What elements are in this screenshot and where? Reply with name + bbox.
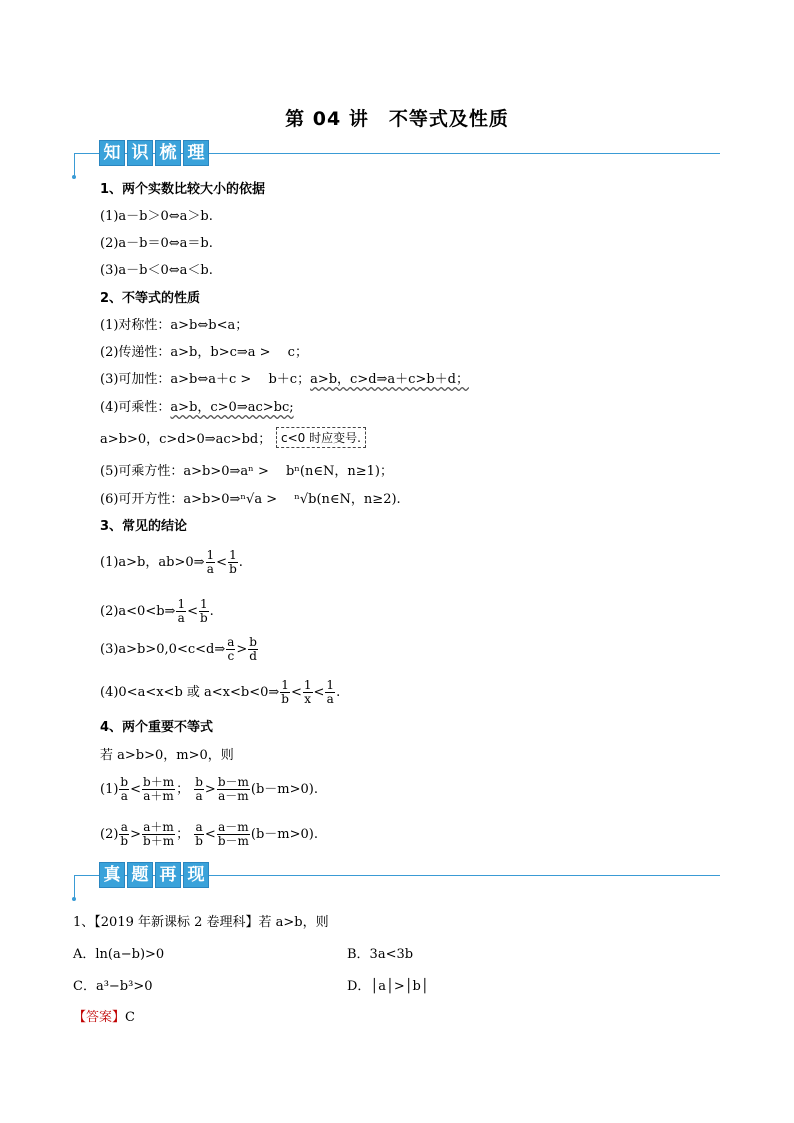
- section-banner-exam: 真 题 再 现: [99, 862, 209, 887]
- section-rule-dot: [72, 175, 76, 179]
- answer-value: C: [125, 1010, 135, 1025]
- inequality-line: (2) $\frac{a}{b}$ > $\frac{a+m}{b+m}$ ； $\frac{a}{b}$ < $\frac{a-m}{b-m}$ (b－m>0).: [100, 820, 318, 848]
- answer-label: 【答案】: [73, 1010, 126, 1025]
- note-box: c<0 时应变号.: [276, 427, 366, 448]
- rule-line: (1)a－b＞0⇔a＞b.: [100, 209, 213, 224]
- heading-important: 4、两个重要不等式: [100, 720, 214, 735]
- property-line: (1)对称性：a>b⇔b<a；: [100, 318, 249, 333]
- conclusion-line: (3)a>b>0,0<c<d⇒ $\frac{a}{c}$ > $\frac{b}{d}$: [100, 635, 257, 663]
- option-a: A．ln(a−b)>0: [73, 947, 165, 962]
- heading-properties: 2、不等式的性质: [100, 291, 201, 306]
- section-rule-vertical: [74, 875, 75, 899]
- section-rule-dot: [72, 897, 76, 901]
- conclusion-line: (4)0<a<x<b 或 a<x<b<0⇒ $\frac{1}{b}$ < $\frac{1}{x}$ < $\frac{1}{a}$ .: [100, 678, 341, 706]
- heading-conclusions: 3、常见的结论: [100, 519, 188, 534]
- property-line: (2)传递性：a>b，b>c⇒a > c；: [100, 345, 308, 360]
- option-b: B．3a<3b: [347, 947, 414, 962]
- property-line: (4)可乘性：a>b，c>0⇒ac>bc;: [100, 400, 294, 415]
- question-stem: 1、【2019 年新课标 2 卷理科】若 a>b，则: [73, 915, 329, 930]
- property-line: (5)可乘方性：a>b>0⇒aⁿ > bⁿ(n∈N，n≥1)；: [100, 464, 393, 479]
- rule-line: (2)a－b＝0⇔a＝b.: [100, 236, 213, 251]
- section-rule-vertical: [74, 153, 75, 177]
- answer-line: [73, 1006, 135, 1025]
- conclusion-line: (1)a>b，ab>0⇒ $\frac{1}{a}$ < $\frac{1}{b}$ .: [100, 548, 243, 576]
- page-title: 第 04 讲 不等式及性质: [285, 108, 509, 130]
- property-line: (6)可开方性：a>b>0⇒ⁿ√a > ⁿ√b(n∈N，n≥2).: [100, 492, 401, 507]
- property-line: a>b>0，c>d>0⇒ac>bd；: [100, 432, 272, 447]
- rule-line: (3)a－b＜0⇔a＜b.: [100, 263, 213, 278]
- section-banner-knowledge: 知 识 梳 理: [99, 140, 209, 165]
- option-d: D．│a│>│b│: [347, 979, 429, 994]
- heading-compare: 1、两个实数比较大小的依据: [100, 182, 266, 197]
- property-line: (3)可加性：a>b⇔a＋c > b＋c；a>b，c>d⇒a＋c>b＋d；: [100, 372, 469, 387]
- condition-line: 若 a>b>0，m>0，则: [100, 748, 234, 763]
- option-c: C．a³−b³>0: [73, 979, 153, 994]
- inequality-line: (1) $\frac{b}{a}$ < $\frac{b+m}{a+m}$ ； $\frac{b}{a}$ > $\frac{b-m}{a-m}$ (b－m>0).: [100, 775, 318, 803]
- conclusion-line: (2)a<0<b⇒ $\frac{1}{a}$ < $\frac{1}{b}$ .: [100, 597, 214, 625]
